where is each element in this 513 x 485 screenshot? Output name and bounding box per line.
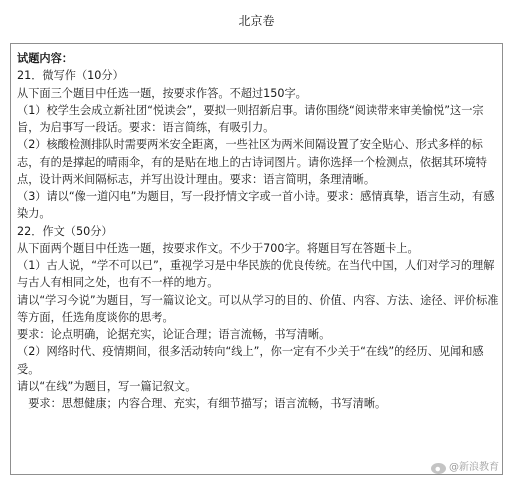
text-line: 请以“在线”为题目，写一篇记叙文。: [17, 379, 197, 393]
text-line: 21．微写作（10分）: [17, 69, 124, 83]
page-title: 北京卷: [238, 14, 275, 28]
text-line: 点，设计两米间隔标志，并写出设计理由。要求：语言简明，条理清晰。: [17, 172, 376, 186]
text-line: 从下面两个题目中任选一题，按要求作文。不少于700字。将题目写在答题卡上。: [17, 241, 419, 255]
question-content: [17, 50, 499, 412]
text-line: （2）网络时代、疫情期间，很多活动转向“线上”，你一定有不少关于“在线”的经历、见闻和感: [17, 345, 484, 359]
text-line: 旨，为启事写一段话。要求：语言简练，有吸引力。: [17, 121, 275, 134]
text-line: 受。: [17, 362, 40, 376]
text-line: （2）核酸检测排队时需要两米安全距离，一些社区为两米间隔设置了安全贴心、形式多样的标: [17, 138, 483, 152]
watermark-text: @新浪教育: [449, 462, 499, 473]
text-line: 染力。: [17, 207, 51, 221]
text-line: （1）校学生会成立新社团“悦读会”，要拟一则招新启事。请你围绕“阅读带来审美愉悦”这一宗: [17, 103, 484, 117]
text-line: 请以“学习今说”为题目，写一篇议论文。可以从学习的目的、价值、内容、方法、途径、评价标准: [17, 293, 499, 307]
text-line: 要求：论点明确，论据充实，论证合理；语言流畅，书写清晰。: [17, 328, 331, 341]
text-line: 等方面，任选角度谈你的思考。: [17, 310, 174, 324]
text-line: 要求：思想健康；内容合理、充实，有细节描写；语言流畅，书写清晰。: [17, 397, 387, 410]
text-line: 从下面三个题目中任选一题，按要求作答。不超过150字。: [17, 86, 307, 100]
text-line: 志，有的是撑起的晴雨伞，有的是贴在地上的古诗词图片。请你选择一个检测点，依据其环境特: [17, 155, 487, 169]
text-line: 与古人有相同之处，也有不一样的地方。: [17, 276, 219, 290]
text-line: （3）请以“像一道闪电”为题目，写一段抒情文字或一首小诗。要求：感情真挚，语言生动，有感: [17, 190, 495, 203]
question-box: [10, 43, 503, 475]
text-line: （1）古人说，“学不可以已”，重视学习是中华民族的优良传统。在当代中国，人们对学习的理解: [17, 259, 495, 272]
weibo-icon: [431, 463, 446, 474]
watermark: [431, 461, 499, 475]
text-line: 22．作文（50分）: [17, 224, 113, 238]
content-heading: 试题内容：: [17, 52, 73, 65]
